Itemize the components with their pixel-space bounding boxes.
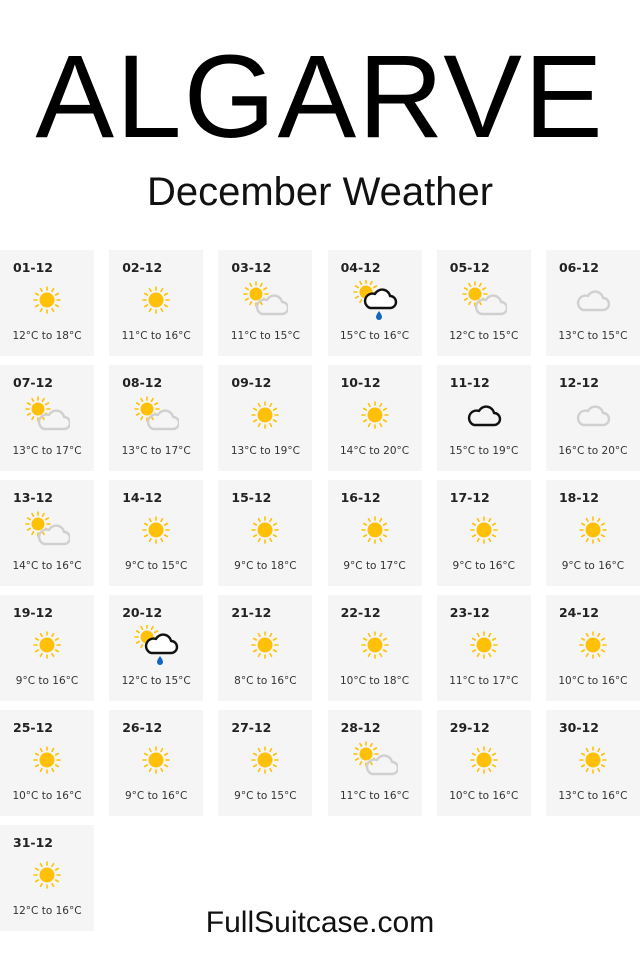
day-card	[437, 480, 531, 586]
sun-icon	[24, 740, 70, 780]
day-date: 28-12	[340, 720, 381, 735]
day-temperature: 10°C to 16°C	[449, 790, 519, 802]
day-date: 24-12	[558, 605, 599, 620]
day-date: 12-12	[558, 375, 599, 390]
day-card	[328, 250, 422, 356]
sun-cloud-icon	[24, 395, 70, 435]
day-temperature: 8°C to 16°C	[234, 675, 297, 687]
day-temperature: 13°C to 16°C	[558, 790, 628, 802]
cloud-dark-icon	[461, 395, 507, 435]
day-card	[546, 595, 640, 701]
day-card	[328, 710, 422, 816]
sun-icon	[242, 510, 288, 550]
page-title: ALGARVE	[35, 31, 605, 163]
sun-icon	[352, 625, 398, 665]
day-date: 17-12	[449, 490, 490, 505]
day-date: 11-12	[449, 375, 490, 390]
sun-icon	[242, 625, 288, 665]
day-temperature: 9°C to 16°C	[452, 560, 515, 572]
day-temperature: 10°C to 18°C	[340, 675, 410, 687]
day-card	[109, 595, 203, 701]
day-date: 07-12	[13, 375, 53, 390]
day-temperature: 16°C to 20°C	[558, 445, 628, 457]
day-date: 13-12	[13, 490, 53, 505]
sun-cloud-icon	[352, 740, 398, 780]
sun-icon	[570, 510, 616, 550]
day-card	[0, 595, 94, 701]
day-card	[328, 365, 422, 471]
day-date: 15-12	[231, 490, 272, 505]
day-card	[546, 480, 640, 586]
sun-icon	[24, 855, 70, 895]
day-temperature: 9°C to 16°C	[561, 560, 625, 572]
day-temperature: 13°C to 15°C	[558, 330, 628, 342]
day-card	[109, 250, 203, 356]
day-card	[109, 480, 203, 586]
day-date: 23-12	[449, 605, 490, 620]
sun-icon	[352, 510, 398, 550]
day-temperature: 9°C to 16°C	[15, 675, 79, 687]
day-date: 31-12	[13, 835, 53, 850]
day-card	[546, 710, 640, 816]
day-card	[218, 480, 312, 586]
sun-cloud-rain-icon	[133, 625, 179, 665]
day-card	[218, 595, 312, 701]
day-temperature: 11°C to 17°C	[449, 675, 519, 687]
sun-cloud-icon	[24, 510, 70, 550]
day-date: 05-12	[449, 260, 490, 275]
day-date: 29-12	[449, 720, 490, 735]
weather-calendar-grid	[0, 250, 640, 931]
day-temperature: 9°C to 17°C	[343, 560, 406, 572]
sun-icon	[24, 625, 70, 665]
sun-icon	[133, 740, 179, 780]
day-card	[0, 250, 94, 356]
day-temperature: 10°C to 16°C	[558, 675, 628, 687]
day-card	[0, 710, 94, 816]
day-temperature: 9°C to 18°C	[234, 560, 297, 572]
day-date: 14-12	[122, 490, 163, 505]
sun-cloud-rain-icon	[352, 280, 398, 320]
day-temperature: 10°C to 16°C	[12, 790, 82, 802]
day-temperature: 11°C to 16°C	[340, 790, 410, 802]
sun-cloud-icon	[461, 280, 507, 320]
day-date: 30-12	[558, 720, 599, 735]
day-date: 09-12	[231, 375, 272, 390]
day-card	[218, 250, 312, 356]
day-temperature: 9°C to 15°C	[124, 560, 188, 572]
day-card	[437, 365, 531, 471]
day-temperature: 14°C to 16°C	[12, 560, 82, 572]
day-temperature: 11°C to 16°C	[121, 330, 191, 342]
day-temperature: 13°C to 17°C	[121, 445, 191, 457]
day-date: 02-12	[122, 260, 163, 275]
day-date: 18-12	[558, 490, 599, 505]
cloud-light-icon	[570, 280, 616, 320]
cloud-light-icon	[570, 395, 616, 435]
day-temperature: 9°C to 16°C	[124, 790, 188, 802]
day-card	[437, 250, 531, 356]
sun-icon	[461, 510, 507, 550]
day-card	[0, 480, 94, 586]
day-card	[109, 365, 203, 471]
day-card	[546, 250, 640, 356]
sun-icon	[24, 280, 70, 320]
day-temperature: 15°C to 19°C	[449, 445, 519, 457]
sun-icon	[352, 395, 398, 435]
day-card	[218, 710, 312, 816]
sun-cloud-icon	[133, 395, 179, 435]
day-card	[437, 595, 531, 701]
day-card	[0, 365, 94, 471]
day-date: 08-12	[122, 375, 163, 390]
sun-icon	[242, 395, 288, 435]
sun-icon	[570, 740, 616, 780]
day-date: 01-12	[13, 260, 53, 275]
day-card	[328, 480, 422, 586]
day-date: 20-12	[122, 605, 163, 620]
sun-cloud-icon	[242, 280, 288, 320]
day-date: 25-12	[13, 720, 53, 735]
day-date: 10-12	[340, 375, 381, 390]
day-temperature: 15°C to 16°C	[340, 330, 410, 342]
day-temperature: 9°C to 15°C	[234, 790, 297, 802]
day-date: 16-12	[340, 490, 381, 505]
page-subtitle: December Weather	[146, 170, 494, 214]
day-date: 21-12	[231, 605, 272, 620]
sun-icon	[242, 740, 288, 780]
day-temperature: 13°C to 19°C	[230, 445, 300, 457]
day-date: 19-12	[13, 605, 53, 620]
sun-icon	[461, 625, 507, 665]
sun-icon	[461, 740, 507, 780]
sun-icon	[570, 625, 616, 665]
day-date: 26-12	[122, 720, 163, 735]
day-temperature: 11°C to 15°C	[230, 330, 300, 342]
day-date: 06-12	[558, 260, 599, 275]
day-date: 22-12	[340, 605, 381, 620]
day-card	[109, 710, 203, 816]
sun-icon	[133, 280, 179, 320]
sun-icon	[133, 510, 179, 550]
day-date: 03-12	[231, 260, 272, 275]
day-date: 27-12	[231, 720, 272, 735]
day-temperature: 12°C to 18°C	[12, 330, 82, 342]
day-temperature: 12°C to 16°C	[12, 905, 82, 917]
day-card	[437, 710, 531, 816]
day-temperature: 12°C to 15°C	[121, 675, 191, 687]
day-card	[218, 365, 312, 471]
day-card	[328, 595, 422, 701]
day-temperature: 12°C to 15°C	[449, 330, 519, 342]
footer-site: FullSuitcase.com	[205, 906, 435, 939]
day-temperature: 14°C to 20°C	[340, 445, 410, 457]
day-date: 04-12	[340, 260, 381, 275]
day-card	[546, 365, 640, 471]
day-temperature: 13°C to 17°C	[12, 445, 82, 457]
